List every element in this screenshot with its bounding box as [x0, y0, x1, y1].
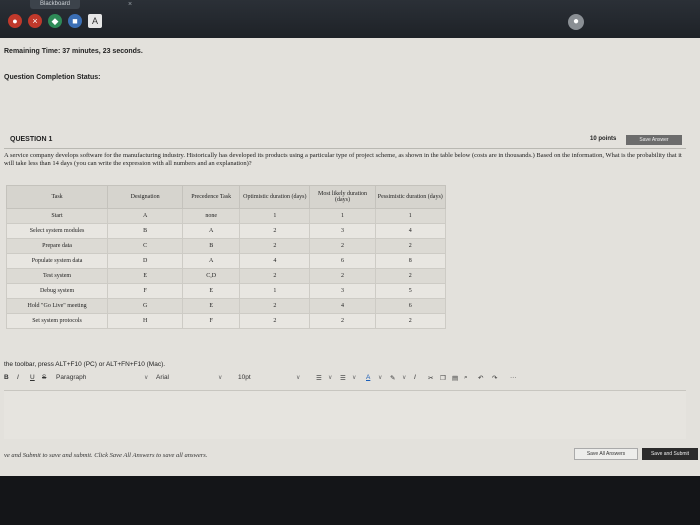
table-row: [7, 299, 446, 314]
table-row: [7, 269, 446, 284]
table-cell: 4: [375, 224, 445, 239]
text-color-icon[interactable]: A: [366, 374, 371, 381]
table-cell: 2: [240, 269, 310, 284]
chevron-down-icon[interactable]: ∨: [296, 375, 301, 381]
completion-status: Question Completion Status:: [4, 74, 101, 81]
browser-tab[interactable]: [30, 0, 80, 9]
table-cell: A: [183, 254, 240, 269]
table-cell: H: [108, 314, 183, 329]
chevron-down-icon[interactable]: ∨: [218, 375, 223, 381]
table-cell: 6: [375, 299, 445, 314]
search-icon[interactable]: ⌕: [464, 374, 468, 381]
timer-value: 37 minutes, 23 seconds.: [62, 48, 143, 55]
table-row: [7, 284, 446, 299]
table-cell: A: [108, 209, 183, 224]
extension-a-icon[interactable]: A: [88, 14, 102, 28]
font-select[interactable]: Arial: [156, 374, 170, 381]
record-icon[interactable]: ●: [8, 14, 22, 28]
question-title: QUESTION 1: [10, 136, 53, 143]
chevron-down-icon[interactable]: ∨: [144, 375, 149, 381]
paragraph-select[interactable]: Paragraph: [56, 374, 87, 381]
question-points: 10 points: [590, 136, 617, 142]
redo-icon[interactable]: ↷: [492, 375, 498, 382]
close-circle-icon[interactable]: ×: [28, 14, 42, 28]
table-header: Optimistic duration (days): [240, 186, 310, 209]
table-cell: 4: [310, 299, 375, 314]
submit-instructions: ve and Submit to save and submit. Click Save All Answers to save all answers.: [4, 452, 208, 459]
table-cell: 2: [310, 239, 375, 254]
table-cell: Prepare data: [7, 239, 108, 254]
profile-icon[interactable]: ●: [568, 14, 584, 30]
answer-editor[interactable]: [4, 390, 686, 439]
table-header: Task: [7, 186, 108, 209]
table-cell: E: [108, 269, 183, 284]
table-row: [7, 239, 446, 254]
table-cell: 5: [375, 284, 445, 299]
table-header: Precedence Task: [183, 186, 240, 209]
table-cell: 2: [240, 239, 310, 254]
table-cell: 2: [240, 224, 310, 239]
table-cell: 6: [310, 254, 375, 269]
question-text: A service company develops software for the manufacturing industry. Historically has developed its products using a particular type of project scheme, as shown in the table below (costs are in thousands.) Based on the information, What is the probability that it will take less than 14 days (you can write the expression with all numbers and an explanation)?: [4, 152, 682, 167]
question-header: [4, 132, 686, 149]
paste-icon[interactable]: ▤: [452, 375, 459, 382]
table-row: [7, 254, 446, 269]
numbered-list-icon[interactable]: ☰: [340, 375, 346, 382]
table-cell: 1: [240, 209, 310, 224]
timer-label: Remaining Time:: [4, 48, 61, 55]
table-cell: 8: [375, 254, 445, 269]
save-and-submit-button[interactable]: Save and Submit: [642, 448, 698, 460]
table-cell: E: [183, 299, 240, 314]
tab-close-icon[interactable]: ×: [128, 1, 133, 8]
table-cell: C: [108, 239, 183, 254]
table-cell: D: [108, 254, 183, 269]
table-cell: 1: [240, 284, 310, 299]
chevron-down-icon[interactable]: ∨: [352, 375, 357, 381]
table-cell: Select system modules: [7, 224, 108, 239]
chevron-down-icon[interactable]: ∨: [328, 375, 333, 381]
table-cell: E: [183, 284, 240, 299]
table-cell: Start: [7, 209, 108, 224]
table-cell: Debug system: [7, 284, 108, 299]
underline-button[interactable]: U: [30, 374, 35, 381]
table-cell: 1: [375, 209, 445, 224]
table-cell: Test system: [7, 269, 108, 284]
table-cell: F: [108, 284, 183, 299]
table-header: Pessimistic duration (days): [375, 186, 445, 209]
table-cell: F: [183, 314, 240, 329]
table-cell: 2: [240, 299, 310, 314]
undo-icon[interactable]: ↶: [478, 375, 484, 382]
table-row: [7, 314, 446, 329]
table-cell: 2: [375, 269, 445, 284]
extension-icons: [8, 14, 102, 30]
test-page: [0, 38, 700, 476]
chevron-down-icon[interactable]: ∨: [402, 375, 407, 381]
table-cell: Hold "Go Live" meeting: [7, 299, 108, 314]
table-cell: 2: [240, 314, 310, 329]
italic-button[interactable]: I: [17, 374, 19, 381]
table-header-row: [7, 186, 446, 209]
table-cell: 3: [310, 284, 375, 299]
table-header: Most likely duration (days): [310, 186, 375, 209]
table-row: [7, 224, 446, 239]
puzzle-icon[interactable]: ■: [68, 14, 82, 28]
editor-toolbar: [4, 372, 644, 386]
table-cell: 2: [310, 269, 375, 284]
table-cell: 2: [375, 239, 445, 254]
save-answer-button[interactable]: Save Answer: [626, 135, 682, 145]
table-cell: 1: [310, 209, 375, 224]
chevron-down-icon[interactable]: ∨: [378, 375, 383, 381]
font-size-select[interactable]: 10pt: [238, 374, 251, 381]
browser-top-bar: [0, 0, 700, 38]
table-cell: Set system protocols: [7, 314, 108, 329]
remaining-time: [4, 48, 143, 55]
table-cell: A: [183, 224, 240, 239]
save-all-answers-button[interactable]: Save All Answers: [574, 448, 638, 460]
more-options-icon[interactable]: ···: [510, 374, 517, 381]
table-row: [7, 209, 446, 224]
table-cell: B: [108, 224, 183, 239]
copy-icon[interactable]: ❐: [440, 375, 446, 382]
bullet-list-icon[interactable]: ☰: [316, 375, 322, 382]
clear-format-icon[interactable]: I: [414, 374, 416, 381]
table-cell: 2: [375, 314, 445, 329]
toolbar-hint: the toolbar, press ALT+F10 (PC) or ALT+FN+F10 (Mac).: [4, 361, 166, 368]
task-table: [6, 185, 446, 329]
shield-icon[interactable]: ◆: [48, 14, 62, 28]
bold-button[interactable]: B: [4, 374, 9, 381]
highlight-pen-icon[interactable]: ✎: [390, 375, 396, 382]
screen-bezel: [0, 476, 700, 525]
table-cell: Populate system data: [7, 254, 108, 269]
table-header: Designation: [108, 186, 183, 209]
table-cell: 4: [240, 254, 310, 269]
table-cell: B: [183, 239, 240, 254]
table-cell: 2: [310, 314, 375, 329]
cut-icon[interactable]: ✂: [428, 375, 434, 382]
table-cell: none: [183, 209, 240, 224]
browser-tab-label: Blackboard: [40, 1, 71, 7]
table-cell: G: [108, 299, 183, 314]
table-cell: C,D: [183, 269, 240, 284]
table-cell: 3: [310, 224, 375, 239]
strikethrough-button[interactable]: S: [42, 374, 47, 381]
